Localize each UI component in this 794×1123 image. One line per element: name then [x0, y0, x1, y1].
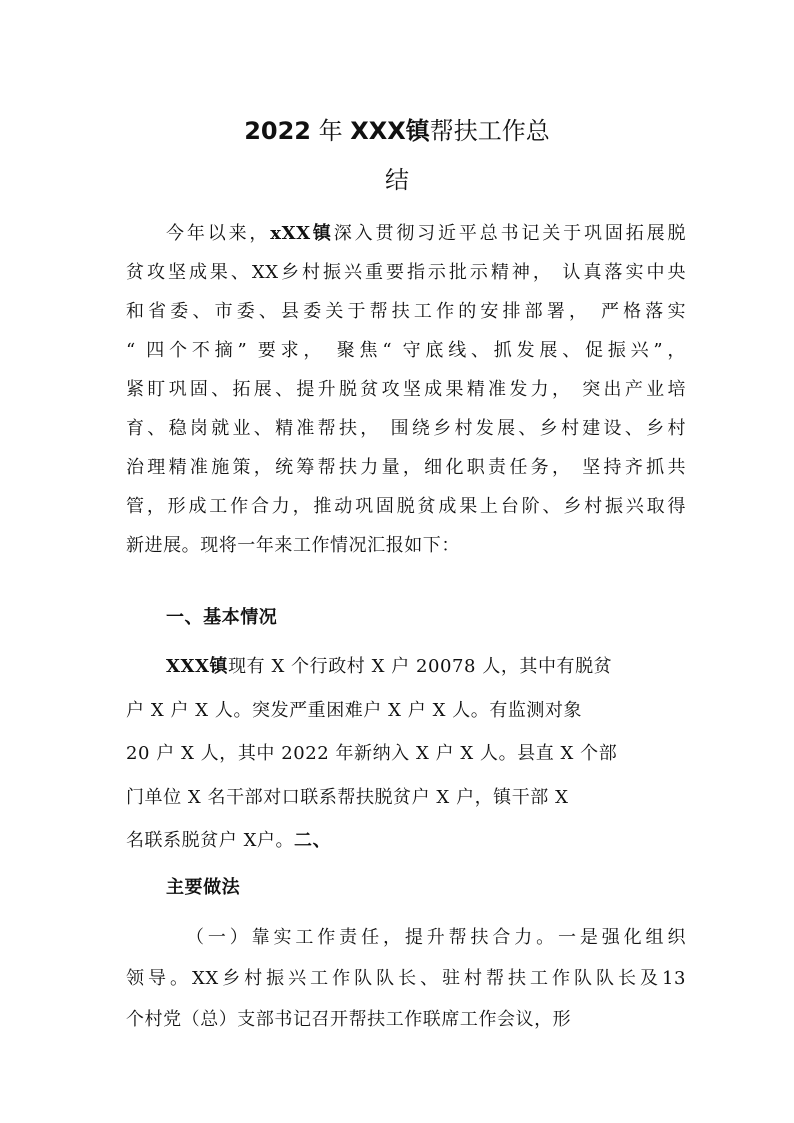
methods-line-3: 个村党（总）支部书记召开帮扶工作联席工作会议，形: [126, 1009, 572, 1030]
basic-text: 名联系脱贫户 X户。: [126, 830, 295, 851]
intro-line-5: 紧盯巩固、拓展、提升脱贫攻坚成果精准发力， 突出产业培: [126, 379, 686, 400]
basic-line-1: [166, 654, 726, 680]
methods-line-1: （一）靠实工作责任，提升帮扶合力。一是强化组织: [186, 927, 686, 948]
basic-text: 现有 X 个行政村 X 户 20078 人，其中有脱贫: [228, 656, 613, 677]
section-heading-basic: 一、基本情况: [166, 607, 278, 628]
intro-line-6: 育、稳岗就业、精准帮扶， 围绕乡村发展、乡村建设、乡村: [126, 418, 686, 439]
intro-line-9: 新进展。现将一年来工作情况汇报如下：: [126, 535, 460, 556]
intro-text: 今年以来，: [166, 223, 271, 244]
title-town: XXX镇: [350, 117, 430, 145]
basic-town-name: XXX镇: [166, 656, 229, 677]
basic-line-4: 门单位 X 名干部对口联系帮扶脱贫户 X 户，镇干部 X: [126, 787, 569, 808]
title-line-1: [0, 113, 794, 149]
intro-line-8: 管，形成工作合力，推动巩固脱贫成果上台阶、乡村振兴取得: [126, 496, 686, 517]
section-number-two: 二、: [294, 830, 332, 851]
intro-text: 深入贯彻习近平总书记关于巩固拓展脱: [333, 223, 686, 244]
document-title: [0, 113, 794, 198]
basic-line-3: 20 户 X 人，其中 2022 年新纳入 X 户 X 人。县直 X 个部: [126, 743, 618, 764]
title-year: 2022: [244, 117, 311, 145]
title-line-2: 结: [385, 166, 409, 194]
basic-line-2: 户 X 户 X 人。突发严重困难户 X 户 X 人。有监测对象: [126, 700, 583, 721]
intro-line-1: [166, 221, 686, 247]
section-heading-methods: 主要做法: [166, 877, 241, 898]
title-year-suffix: 年: [318, 117, 343, 145]
intro-line-7: 治理精准施策，统筹帮扶力量，细化职责任务， 坚持齐抓共: [126, 457, 686, 478]
basic-line-5: [126, 828, 686, 854]
title-subject: 帮扶工作总: [429, 117, 550, 145]
methods-line-2: 领导。XX乡村振兴工作队队长、驻村帮扶工作队队长及13: [126, 968, 686, 989]
intro-line-4: “ 四个不摘” 要求， 聚焦“ 守底线、抓发展、促振兴”，: [126, 340, 686, 361]
intro-line-2: 贫攻坚成果、XX乡村振兴重要指示批示精神， 认真落实中央: [126, 262, 686, 283]
intro-town-name: xXX镇: [270, 223, 334, 244]
intro-line-3: 和省委、市委、县委关于帮扶工作的安排部署， 严格落实: [126, 301, 686, 322]
